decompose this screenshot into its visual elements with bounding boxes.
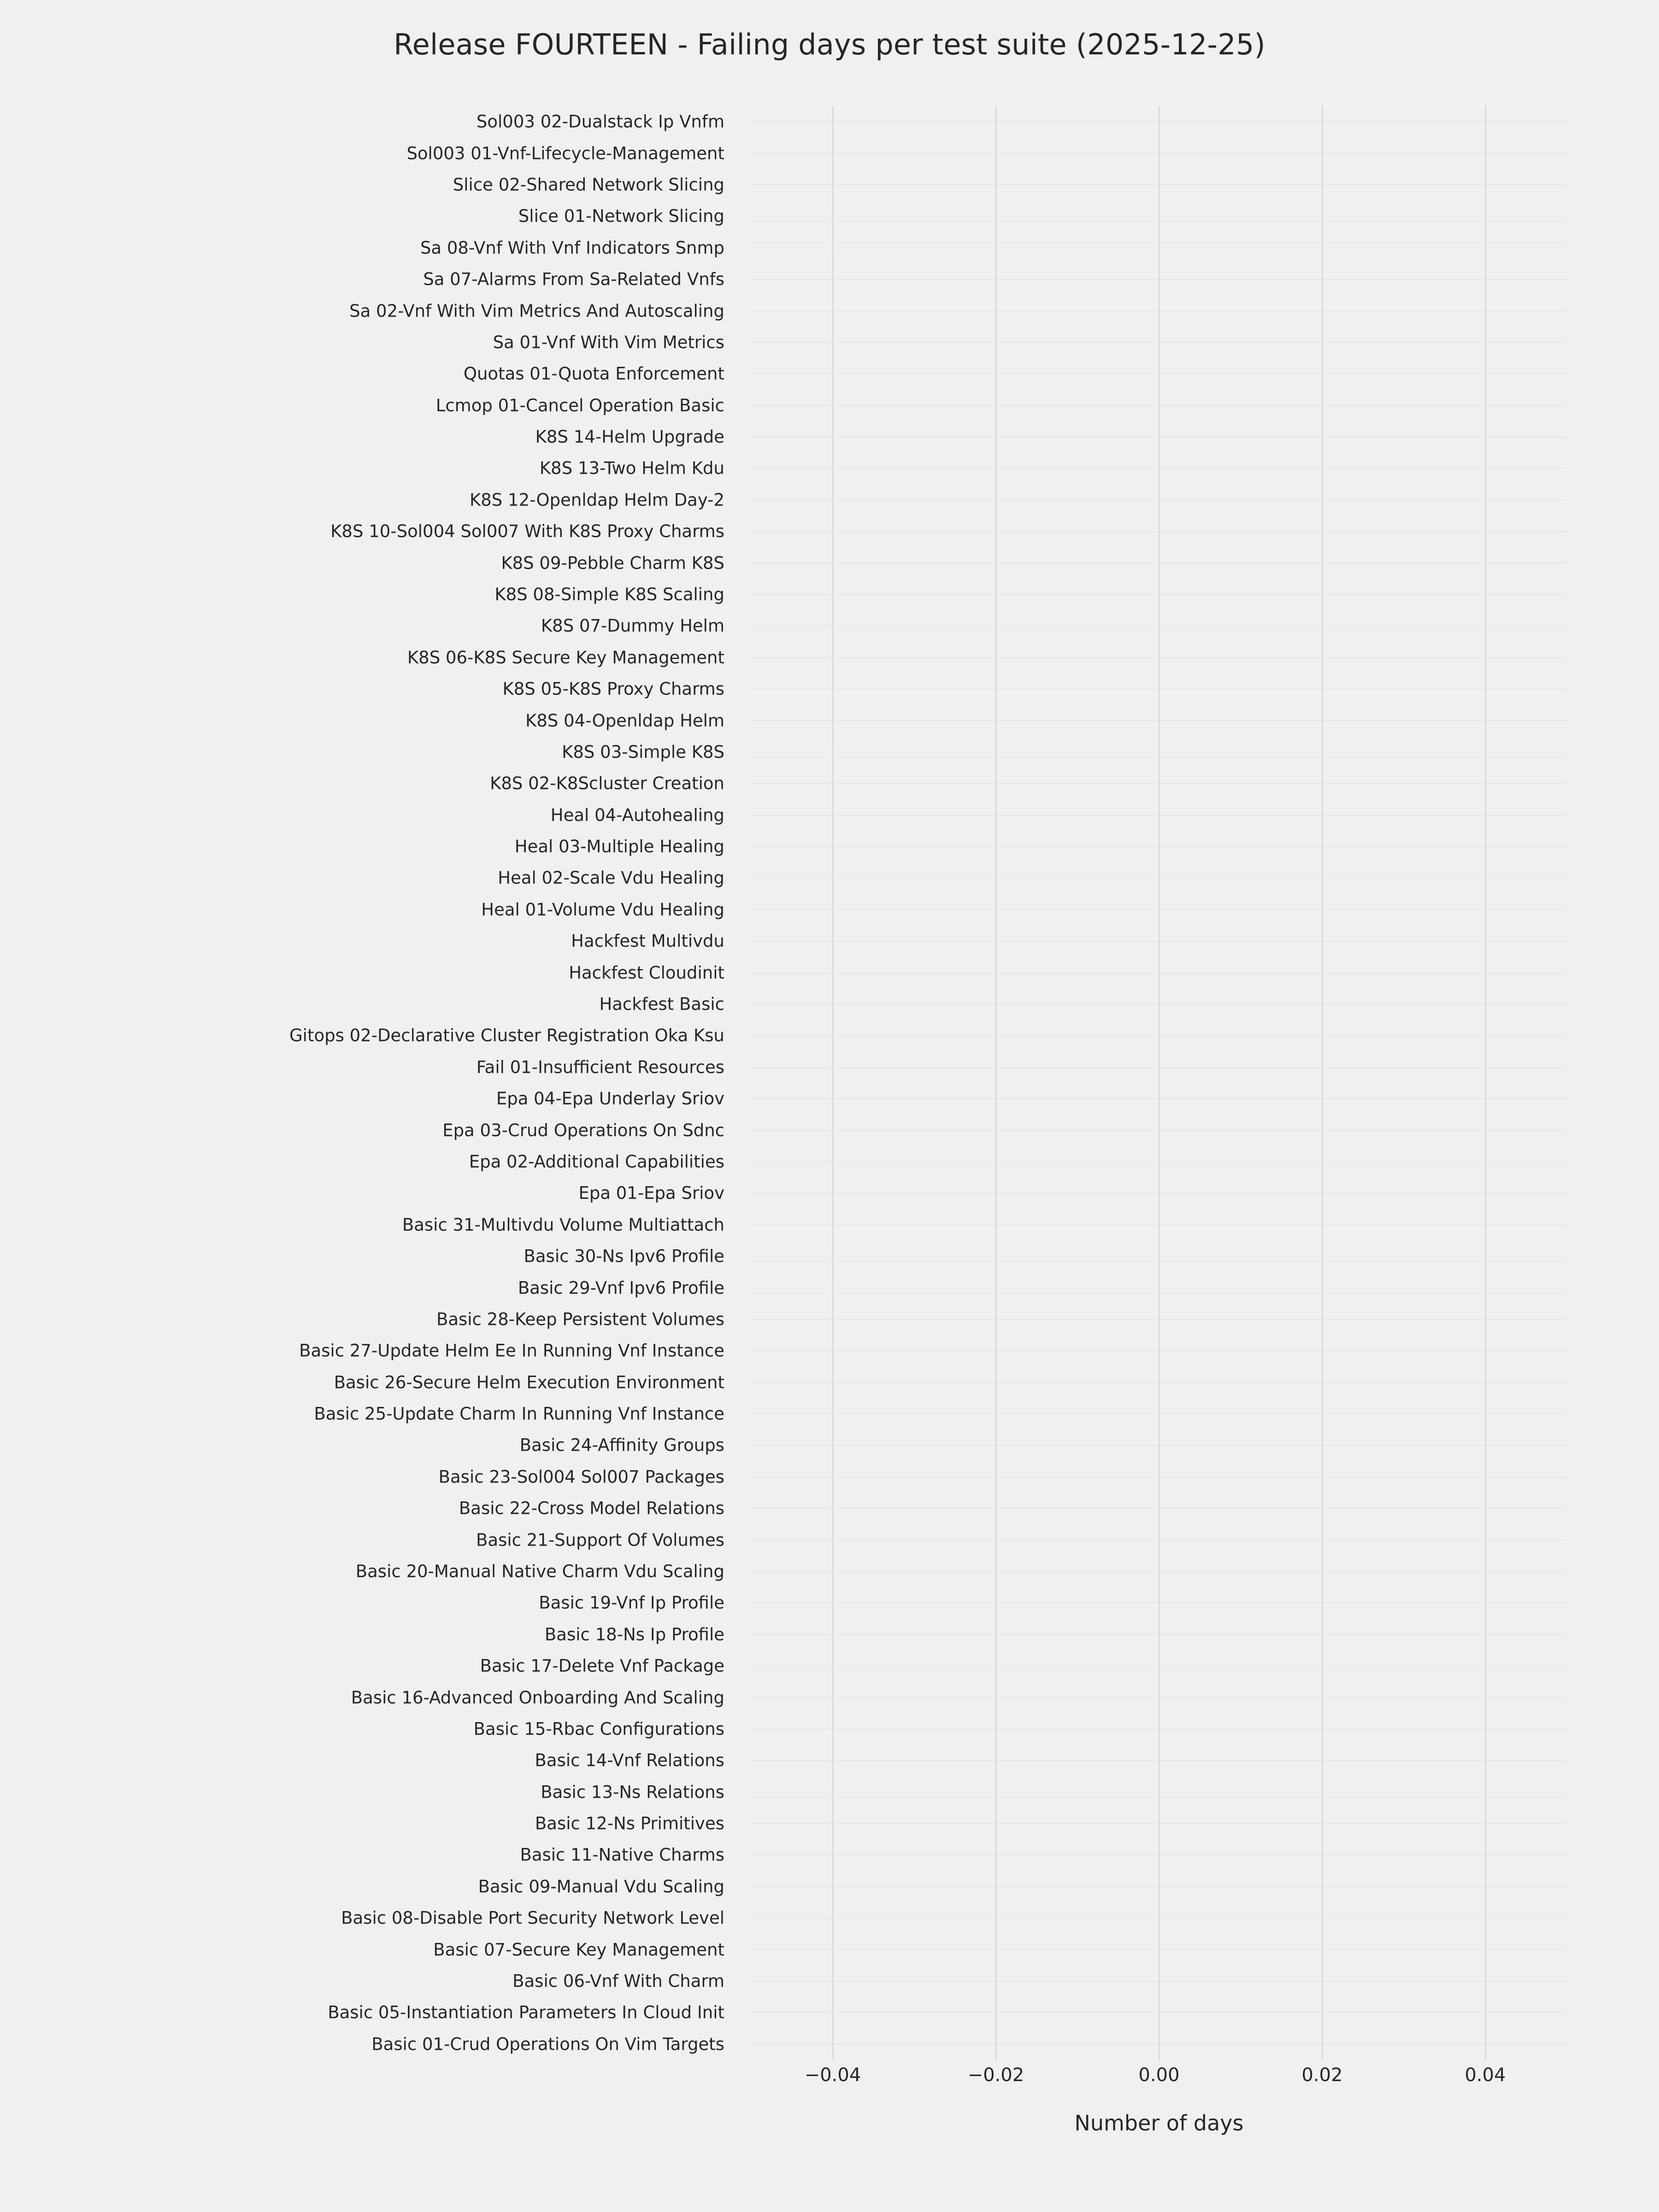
y-axis-tick-label: Sa 07-Alarms From Sa-Related Vnfs <box>423 269 724 289</box>
y-axis-tick-label: Basic 29-Vnf Ipv6 Profile <box>518 1278 724 1298</box>
vertical-gridline <box>1322 106 1323 2060</box>
y-axis-tick-label: Basic 24-Affinity Groups <box>519 1435 724 1455</box>
y-axis-tick-label: Basic 19-Vnf Ip Profile <box>539 1593 724 1613</box>
y-axis-tick-label: K8S 04-Openldap Helm <box>525 711 724 731</box>
y-axis-tick-label: Basic 17-Delete Vnf Package <box>480 1656 724 1676</box>
y-axis-tick-label: Heal 04-Autohealing <box>550 805 724 825</box>
vertical-gridline <box>832 106 834 2060</box>
y-axis-tick-label: Basic 05-Instantiation Parameters In Cloud Init <box>328 2002 724 2023</box>
y-axis-tick-label: Basic 08-Disable Port Security Network Level <box>341 1908 724 1928</box>
y-axis-tick-label: K8S 13-Two Helm Kdu <box>539 458 724 478</box>
y-axis-tick-label: Epa 02-Additional Capabilities <box>469 1152 724 1172</box>
x-axis-tick-labels <box>751 2065 1567 2092</box>
y-axis-tick-label: K8S 06-K8S Secure Key Management <box>407 647 724 668</box>
y-axis-tick-label: Slice 02-Shared Network Slicing <box>453 175 724 195</box>
y-axis-tick-label: K8S 09-Pebble Charm K8S <box>501 553 724 573</box>
y-axis-tick-label: Basic 11-Native Charms <box>520 1845 724 1865</box>
y-axis-tick-label: K8S 07-Dummy Helm <box>541 616 724 636</box>
y-axis-tick-label: Quotas 01-Quota Enforcement <box>463 364 724 384</box>
y-axis-tick-label: Basic 12-Ns Primitives <box>535 1813 724 1834</box>
x-axis-title: Number of days <box>1074 2111 1244 2136</box>
x-axis-tick-label: −0.02 <box>967 2065 1024 2086</box>
y-axis-tick-label: Hackfest Multivdu <box>571 931 724 951</box>
y-axis-tick-label: Basic 14-Vnf Relations <box>535 1750 724 1771</box>
y-axis-tick-labels <box>0 106 737 2060</box>
y-axis-tick-label: Basic 01-Crud Operations On Vim Targets <box>371 2034 724 2054</box>
y-axis-tick-label: Epa 03-Crud Operations On Sdnc <box>442 1120 724 1141</box>
y-axis-tick-label: Slice 01-Network Slicing <box>518 206 724 226</box>
y-axis-tick-label: Heal 03-Multiple Healing <box>514 836 724 857</box>
y-axis-tick-label: K8S 02-K8Scluster Creation <box>490 773 724 794</box>
y-axis-tick-label: Basic 23-Sol004 Sol007 Packages <box>438 1467 724 1487</box>
y-axis-tick-label: Lcmop 01-Cancel Operation Basic <box>435 395 724 416</box>
y-axis-tick-label: Heal 02-Scale Vdu Healing <box>498 868 724 888</box>
y-axis-tick-label: Basic 20-Manual Native Charm Vdu Scaling <box>355 1561 724 1582</box>
y-axis-tick-label: Heal 01-Volume Vdu Healing <box>481 900 724 920</box>
chart-title: Release FOURTEEN - Failing days per test suite (2025-12-25) <box>394 28 1265 61</box>
x-axis-tick-label: −0.04 <box>804 2065 861 2086</box>
plot-area <box>751 106 1567 2060</box>
y-axis-tick-label: Basic 30-Ns Ipv6 Profile <box>524 1246 724 1266</box>
y-axis-tick-label: Epa 01-Epa Sriov <box>578 1183 724 1203</box>
vertical-gridline <box>1159 106 1160 2060</box>
x-axis-tick-label: 0.00 <box>1138 2065 1180 2086</box>
vertical-gridline <box>1485 106 1486 2060</box>
y-axis-tick-label: Sa 08-Vnf With Vnf Indicators Snmp <box>420 238 724 258</box>
y-axis-tick-label: Sol003 01-Vnf-Lifecycle-Management <box>406 143 724 164</box>
y-axis-tick-label: Basic 31-Multivdu Volume Multiattach <box>402 1215 724 1235</box>
y-axis-tick-label: Basic 15-Rbac Configurations <box>473 1719 724 1739</box>
y-axis-tick-label: Basic 07-Secure Key Management <box>433 1940 724 1960</box>
y-axis-tick-label: K8S 12-Openldap Helm Day-2 <box>470 490 724 510</box>
y-axis-tick-label: Basic 21-Support Of Volumes <box>476 1530 724 1550</box>
y-axis-tick-label: Basic 18-Ns Ip Profile <box>544 1624 724 1645</box>
y-axis-tick-label: Sa 01-Vnf With Vim Metrics <box>493 332 724 353</box>
y-axis-tick-label: Basic 26-Secure Helm Execution Environment <box>334 1372 724 1393</box>
y-axis-tick-label: Hackfest Cloudinit <box>569 963 724 983</box>
y-axis-tick-label: Sa 02-Vnf With Vim Metrics And Autoscaling <box>349 301 724 321</box>
x-axis-tick-label: 0.02 <box>1301 2065 1343 2086</box>
y-axis-tick-label: Gitops 02-Declarative Cluster Registration Oka Ksu <box>289 1025 724 1046</box>
y-axis-tick-label: Hackfest Basic <box>599 994 724 1014</box>
x-axis-tick-label: 0.04 <box>1465 2065 1506 2086</box>
y-axis-tick-label: K8S 10-Sol004 Sol007 With K8S Proxy Charms <box>330 521 724 541</box>
y-axis-tick-label: Basic 22-Cross Model Relations <box>459 1498 724 1518</box>
y-axis-tick-label: Epa 04-Epa Underlay Sriov <box>496 1088 724 1109</box>
y-axis-tick-label: Basic 16-Advanced Onboarding And Scaling <box>351 1688 724 1708</box>
y-axis-tick-label: K8S 05-K8S Proxy Charms <box>502 679 724 699</box>
y-axis-tick-label: Basic 27-Update Helm Ee In Running Vnf Instance <box>299 1341 724 1361</box>
y-axis-tick-label: Basic 28-Keep Persistent Volumes <box>436 1309 724 1330</box>
y-axis-tick-label: Sol003 02-Dualstack Ip Vnfm <box>476 112 724 132</box>
y-axis-tick-label: Basic 06-Vnf With Charm <box>512 1971 724 1991</box>
y-axis-tick-label: K8S 03-Simple K8S <box>562 742 724 762</box>
y-axis-tick-label: Fail 01-Insufficient Resources <box>476 1057 724 1077</box>
vertical-gridline <box>995 106 997 2060</box>
y-axis-tick-label: K8S 14-Helm Upgrade <box>535 427 724 447</box>
y-axis-tick-label: Basic 13-Ns Relations <box>541 1782 724 1802</box>
y-axis-tick-label: Basic 25-Update Charm In Running Vnf Instance <box>314 1404 724 1424</box>
y-axis-tick-label: Basic 09-Manual Vdu Scaling <box>478 1877 724 1897</box>
y-axis-tick-label: K8S 08-Simple K8S Scaling <box>494 584 724 605</box>
